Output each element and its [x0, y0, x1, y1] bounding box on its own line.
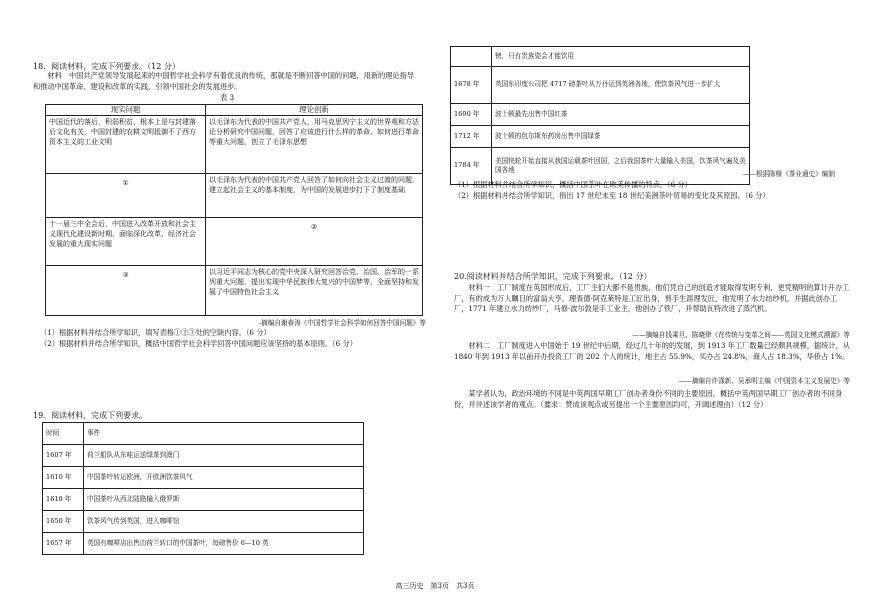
q19-requirement-1: （1）根据材料并结合所学知识，概括中国茶叶在欧美传播的特点。（6 分）	[454, 180, 692, 189]
table-header: 事件	[84, 423, 364, 445]
table-row	[43, 467, 364, 489]
table-row	[43, 445, 364, 467]
blank-marker: ②	[310, 223, 318, 231]
table-header: 理论创新	[206, 105, 423, 116]
q18-table	[45, 104, 423, 316]
q18-title: 18．阅读材料，完成下列要求。（12 分）	[33, 62, 180, 71]
q18-requirement-1: （1）根据材料并结合所学知识，填写表格①②③处的空缺内容。（6 分）	[40, 328, 271, 337]
event-cell: 英国东印度公司把 4717 磅茶叶从万丹运到英洲各地，使饮茶风气进一步扩大	[492, 67, 750, 104]
table-cell: 中国近代的落后，积弱积贫，根本上是与封建落后文化有关，中国封建的农耕文明抵御不了西方资本主义的工业文明	[46, 116, 206, 174]
table-row	[451, 47, 750, 67]
q19-requirement-2: （2）根据材料并结合所学知识，指出 17 世纪末至 18 世纪美洲茶叶贸易的变化及其原因。（6 分）	[454, 191, 770, 200]
table-row	[46, 218, 423, 266]
q20-material-2-source: ——摘编自许涤新、吴承明主编《中国资本主义发展史》等	[678, 377, 850, 385]
table-row	[43, 533, 364, 555]
year-cell: 1650 年	[43, 511, 84, 533]
event-cell: 中国茶叶从西北陆路输入俄罗斯	[84, 489, 364, 511]
table-row	[46, 266, 423, 316]
q19-source: ——根据陈椽《茶业通史》编制	[742, 170, 835, 178]
year-cell: 1618 年	[43, 489, 84, 511]
q20-requirement: 某学者认为，政治环境的不同是中英两国早期工厂创办者身份不同的主要原因，概括中英两国早期工厂创办者的不同身份，并评述该学者的观点。（要求：赞成该观点或另提出一个主要原因均可，开阔述理由）（12 分）	[454, 389, 843, 409]
year-cell: 1712 年	[451, 126, 492, 148]
table-header: 时间	[43, 423, 84, 445]
event-cell: 镑，只有贵族姿会才能饮用	[492, 47, 750, 67]
event-cell: 英国有咖啡店出售由荷兰转口的中国茶叶，每磅售价 6—10 英	[84, 533, 364, 555]
page-footer: 高三历史 第3页 共3页	[395, 582, 475, 590]
table-cell: 十一届三中全会后，中国进入改革开放和社会主义现代化建设新时期，面临深化改革、经济社会发展的重大现实问题	[46, 218, 206, 266]
table-cell: 以毛泽东为代表的中国共产党人，用马克思列宁主义的世界观和方法论分析研究中国问题，回答了应该进行什么样的革命、如何进行革命等重大问题，创立了毛泽东思想	[206, 116, 423, 174]
q20-material-2: 材料二 工厂制度进入中国始于 19 世纪中后期，经过几十年的的发展，到 1913 年工厂数量已经颇具规模，据统计，从 1840 年到 1913 年以前开办投资工厂的 202 个人的统计，地主占 55.9%，买办占 24.8%，商人占 18.3%，华侨占 1%。	[454, 341, 850, 361]
q18-source: -摘编自谢春涛《中国哲学社会科学如何回答中国问题》等	[258, 319, 426, 327]
blank-marker: ③	[122, 271, 129, 279]
table-row	[451, 67, 750, 104]
year-cell: 1610 年	[43, 467, 84, 489]
year-cell: 1690 年	[451, 104, 492, 126]
q20-material-1-source: ——摘编自钱乘旦、陈晓律《在传统与变革之间——英国文化模式溯源》等	[632, 331, 850, 339]
table-cell: 以习近平同志为核心的党中央深入研究回答治党、治国、治军的一系列重大问题，提出实现中华民族伟大复兴的中国梦等，全面坚持和发展了中国特色社会主义	[206, 266, 423, 316]
q18-requirement-2: （2）根据材料并结合所学知识，概括中国哲学社会科学回答中国问题应该坚持的基本原则。（6 分）	[40, 339, 357, 348]
table-row	[43, 511, 364, 533]
year-cell: 1678 年	[451, 67, 492, 104]
table-row	[46, 174, 423, 218]
q19-title: 19．阅读材料，完成下列要求。	[33, 411, 148, 420]
table-row	[451, 126, 750, 148]
event-cell: 波士顿的包尔斯东药房出售中国绿茶	[492, 126, 750, 148]
year-cell: 1607 年	[43, 445, 84, 467]
year-cell: 1784 年	[451, 148, 492, 185]
table-row	[43, 489, 364, 511]
q19-timeline-table-part1	[42, 422, 364, 555]
event-cell: 波士顿最先出售中国红茶	[492, 104, 750, 126]
q20-material-1: 材料一 工厂制度在英国形成后，工厂主们大都不是贵族，他们凭自己的创造才能取得发明专利，更凭精明的算计开办工厂，有的成为万人瞩目的富翁大亨。理查德·阿克莱特是工匠出身，剪手生涯理发匠，他发明了水力纺纱机，并据此创办工厂，1771 年建立水力纺纱厂，马修·波尔敦是手工业主，他创办了铁厂，并帮助瓦特改进了蒸汽机。	[454, 283, 850, 314]
event-cell: 荷兰船队从东哇运送绿茶到澳门	[84, 445, 364, 467]
table-header: 现实问题	[46, 105, 206, 116]
table-row	[46, 116, 423, 174]
q20-title: 20.阅读材料并结合所学知识，完成下列要求。（12 分）	[454, 272, 652, 281]
table-row	[451, 104, 750, 126]
event-cell: 中国茶叶转运欧洲，开欧洲饮茶风气	[84, 467, 364, 489]
event-cell: 饮茶风气传到英国，进入咖啡馆	[84, 511, 364, 533]
event-cell: 美国快轮开始直接从我国运载茶叶回国，之后我国茶叶大量输入美国，饮茶风气遍及美国各地	[492, 148, 750, 185]
q18-material: 材料 中国共产党领导发展起来的中国哲学社会科学有着优良的传统，那就是不断回答中国的问题，用新的理论指导和推动中国革命、建设和改革的实践，引领中国社会的发展进步。	[33, 71, 414, 91]
table-cell: 以毛泽东为代表的中国共产党人回答了如何向社会主义过渡的问题，建立起社会主义的基本制度，为中国的发展进步打下了制度基础	[206, 174, 423, 218]
q18-table-caption: 表 3	[220, 93, 235, 102]
q19-timeline-table-part2	[450, 46, 750, 185]
blank-marker: ①	[122, 179, 129, 187]
year-cell: 1657 年	[43, 533, 84, 555]
